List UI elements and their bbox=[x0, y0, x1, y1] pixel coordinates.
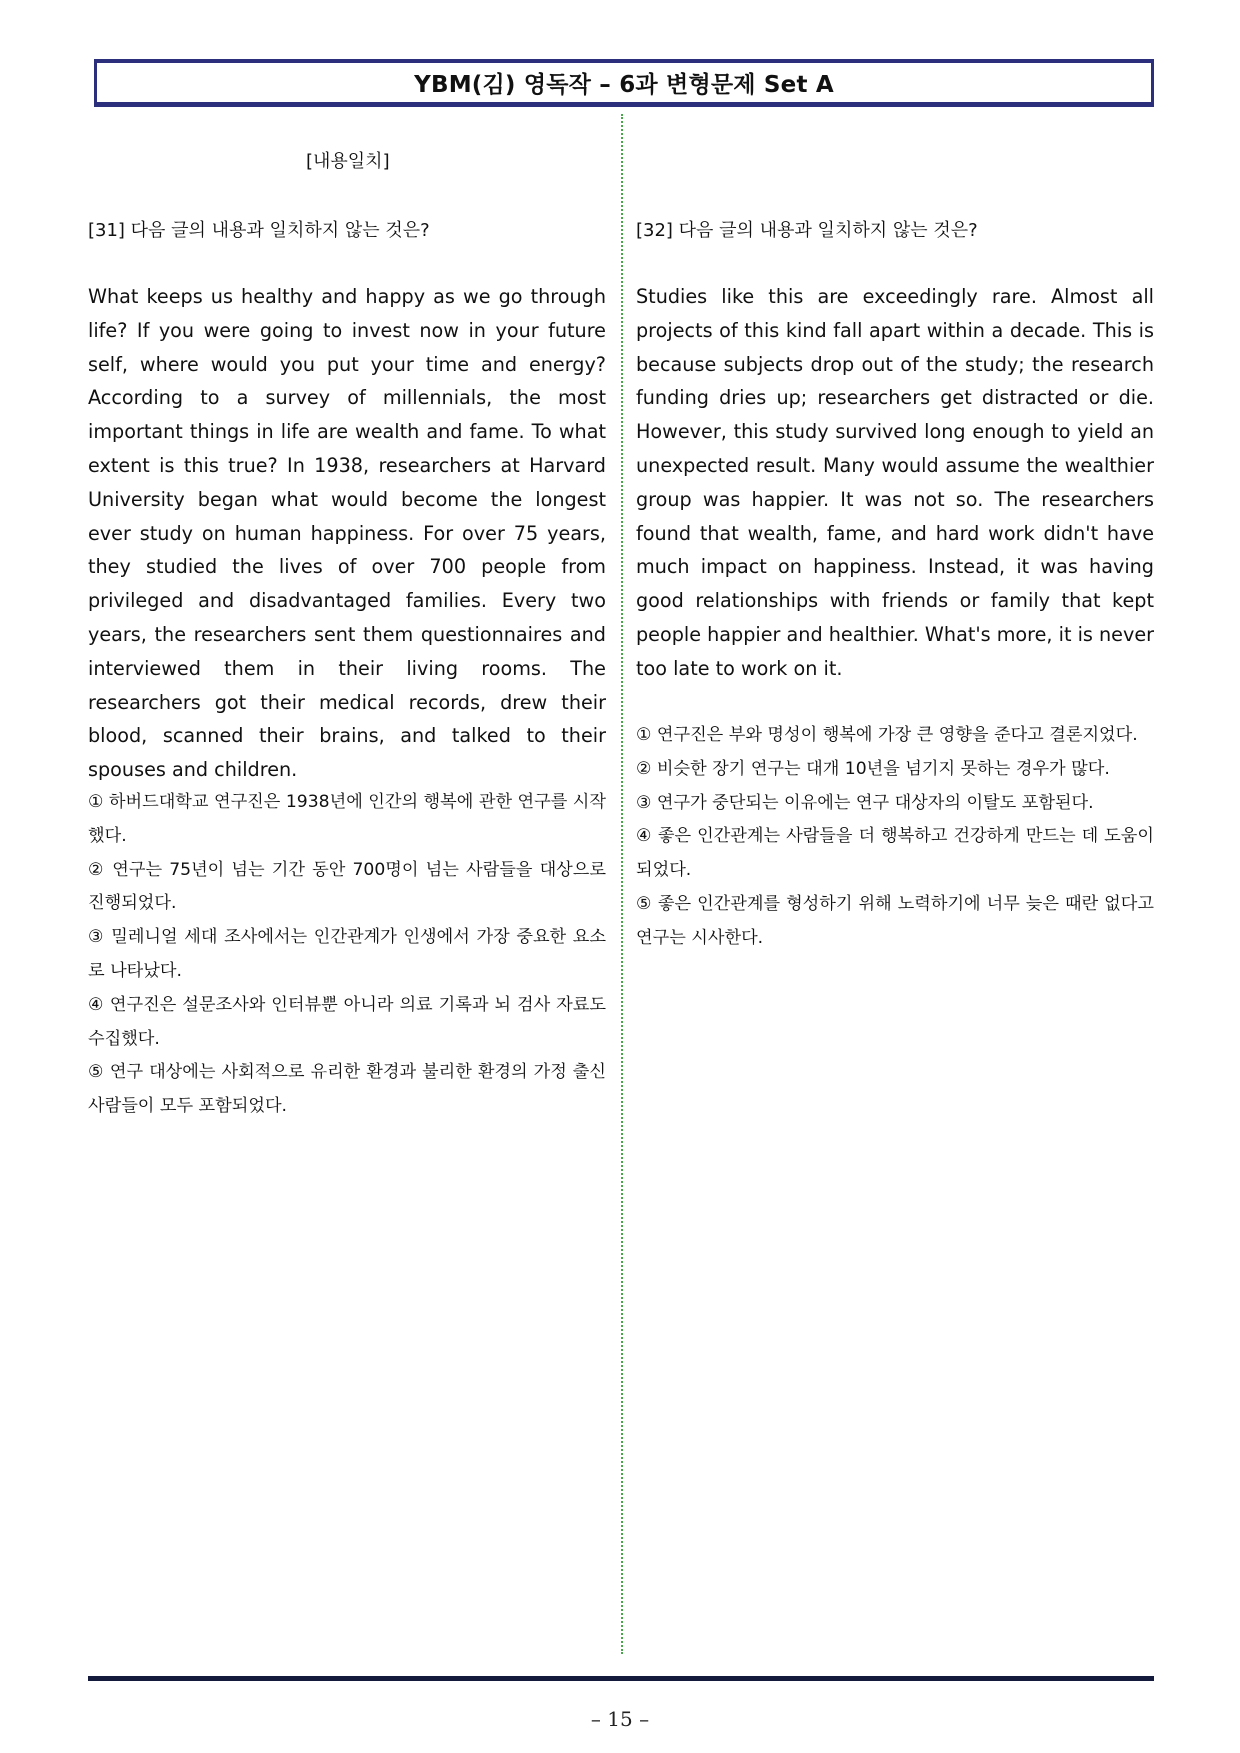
question-31-passage: What keeps us healthy and happy as we go through life? If you were going to invest now in your future self, where would you put your time and energy? According to a survey of millennials, the most important things in life are wealth and fame. To what extent is this true? In 1938, researchers at Harvard University began what would become the longest ever study on human happiness. For over 75 years, they studied the lives of over 700 people from privileged and disadvantaged families. Every two years, the researchers sent them questionnaires and interviewed them in their living rooms. The researchers got their medical records, drew their blood, scanned their brains, and talked to their spouses and children. bbox=[88, 285, 606, 782]
choice-item: ① 연구진은 부와 명성이 행복에 가장 큰 영향을 준다고 결론지었다. bbox=[636, 725, 1138, 745]
choice-item: ③ 연구가 중단되는 이유에는 연구 대상자의 이탈도 포함된다. bbox=[636, 792, 1094, 813]
choice-item: ④ 연구진은 설문조사와 인터뷰뿐 아니라 의료 기록과 뇌 검사 자료도 수집했다. bbox=[88, 994, 606, 1049]
section-label: [내용일치] bbox=[306, 151, 390, 172]
choice-item: ② 연구는 75년이 넘는 기간 동안 700명이 넘는 사람들을 대상으로 진행되었다. bbox=[88, 859, 606, 914]
page-title: YBM(김) 영독작 – 6과 변형문제 Set A bbox=[414, 72, 834, 98]
page-number: – 15 – bbox=[590, 1707, 650, 1731]
question-32-choices bbox=[636, 719, 1154, 956]
choice-item: ③ 밀레니얼 세대 조사에서는 인간관계가 인생에서 가장 중요한 요소로 나타났다. bbox=[88, 927, 606, 981]
choice-item: ① 하버드대학교 연구진은 1938년에 인간의 행복에 관한 연구를 시작했다. bbox=[88, 792, 606, 846]
footer-rule bbox=[88, 1676, 1154, 1681]
question-32-heading: [32] 다음 글의 내용과 일치하지 않는 것은? bbox=[636, 220, 978, 241]
question-31-choices bbox=[88, 786, 606, 1124]
question-31-heading: [31] 다음 글의 내용과 일치하지 않는 것은? bbox=[88, 220, 430, 241]
column-divider bbox=[621, 114, 623, 1654]
choice-item: ⑤ 좋은 인간관계를 형성하기 위해 노력하기에 너무 늦은 때란 없다고 연구는 시사한다. bbox=[636, 893, 1154, 948]
choice-item: ④ 좋은 인간관계는 사람들을 더 행복하고 건강하게 만드는 데 도움이 되었다. bbox=[636, 826, 1154, 881]
choice-item: ② 비슷한 장기 연구는 대개 10년을 넘기지 못하는 경우가 많다. bbox=[636, 758, 1110, 779]
page-title-box bbox=[94, 59, 1154, 107]
choice-item: ⑤ 연구 대상에는 사회적으로 유리한 환경과 불리한 환경의 가정 출신 사람들이 모두 포함되었다. bbox=[88, 1062, 606, 1117]
question-32-passage: Studies like this are exceedingly rare. Almost all projects of this kind fall apart within a decade. This is because subjects drop out of the study; the research funding dries up; researchers get distracted or die. However, this study survived long enough to yield an unexpected result. Many would assume the wealthier group was happier. It was not so. The researchers found that wealth, fame, and hard work didn't have much impact on happiness. Instead, it was having good relationships with friends or family that kept people happier and healthier. What's more, it is never too late to work on it. bbox=[636, 285, 1155, 680]
